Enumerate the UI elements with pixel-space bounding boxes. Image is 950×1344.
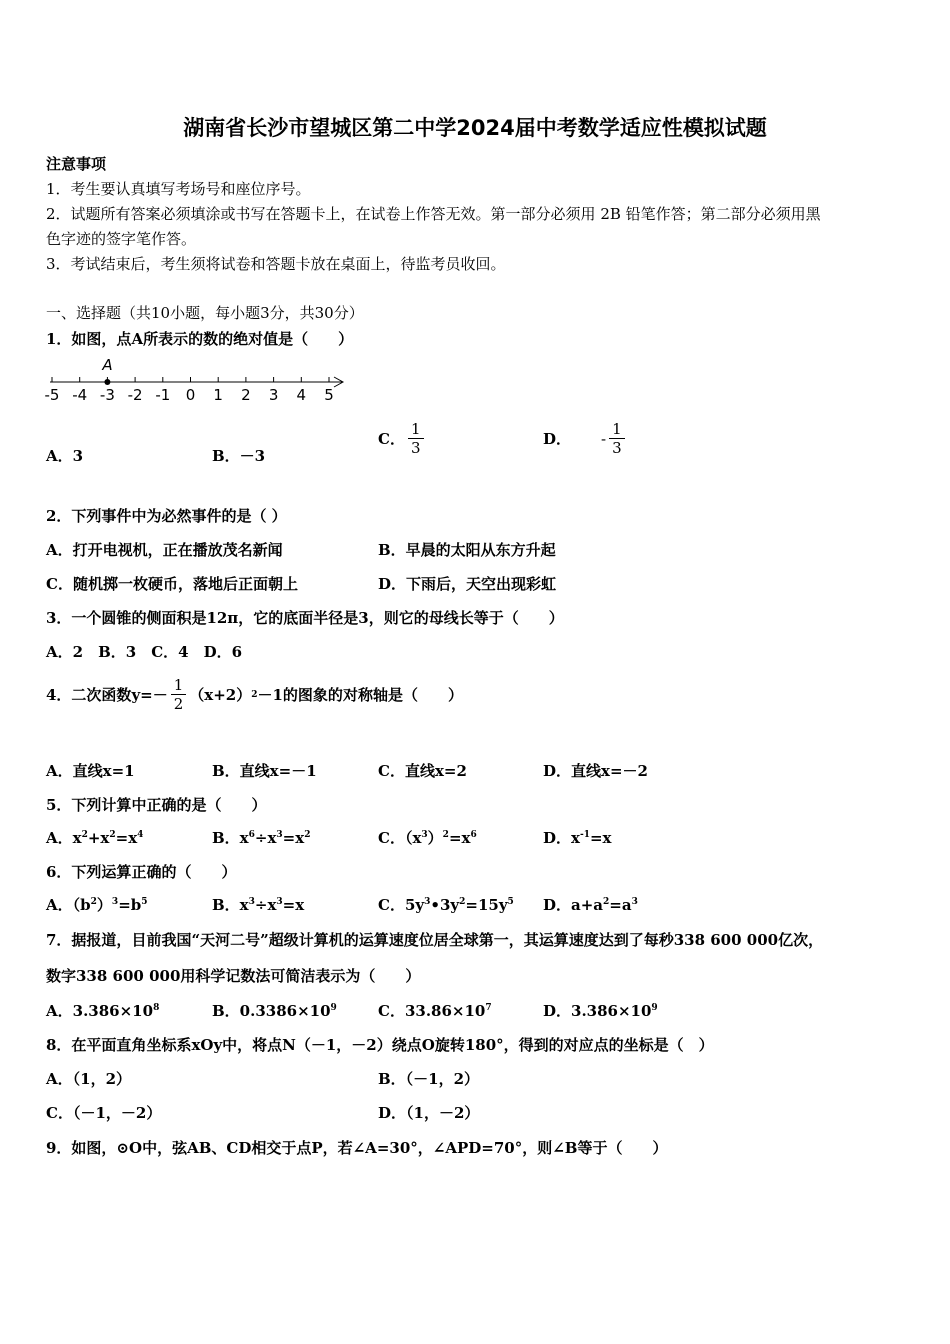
q2-option-b[interactable]: B．早晨的太阳从东方升起 bbox=[378, 541, 556, 559]
q4-stem-mid: （x+2） bbox=[189, 686, 252, 704]
q1-option-d-label: D． bbox=[543, 430, 572, 448]
q2-stem: 2．下列事件中为必然事件的是（ ） bbox=[46, 507, 287, 525]
fraction-one-third bbox=[609, 420, 625, 457]
point-a-label: A bbox=[102, 356, 113, 374]
number-line-tick-label: -2 bbox=[127, 386, 143, 404]
notice-item-2: 2．试题所有答案必须填涂或书写在答题卡上，在试卷上作答无效。第一部分必须用 2B 铅笔作答；第二部分必须用黑 bbox=[46, 205, 821, 223]
q8-option-d[interactable]: D．（1，－2） bbox=[378, 1104, 480, 1122]
q7-option-d[interactable]: D．$3.386\times 10^9$ bbox=[543, 1002, 658, 1020]
q7-option-a[interactable]: A．$3.386\times 10^8$ bbox=[46, 1002, 160, 1020]
q7-option-b[interactable]: B．$0.3386\times 10^9$ bbox=[212, 1002, 337, 1020]
q1-option-c-label: C． bbox=[378, 430, 405, 448]
q4-option-c[interactable]: C．直线x=2 bbox=[378, 762, 467, 780]
point-a-marker bbox=[104, 379, 110, 385]
number-line-tick-label: -5 bbox=[44, 386, 60, 404]
q2-option-d[interactable]: D．下雨后，天空出现彩虹 bbox=[378, 575, 557, 593]
q2-option-a[interactable]: A．打开电视机，正在播放茂名新闻 bbox=[46, 541, 283, 559]
frac-denominator: 2 bbox=[171, 694, 187, 713]
q4-exponent: 2 bbox=[251, 689, 258, 700]
number-line-tick-label: -4 bbox=[72, 386, 88, 404]
exam-title: 湖南省长沙市望城区第二中学2024届中考数学适应性模拟试题 bbox=[183, 116, 767, 140]
number-line-figure bbox=[44, 356, 354, 406]
frac-numerator: 1 bbox=[410, 420, 421, 438]
q7-stem-line1: 7．据报道，目前我国“天河二号”超级计算机的运算速度位居全球第一，其运算速度达到了每秒338 600 000亿次， bbox=[46, 931, 824, 949]
minus-sign: - bbox=[601, 429, 607, 448]
number-line-tick-label: 4 bbox=[296, 386, 307, 404]
q1-option-d[interactable] bbox=[543, 420, 628, 457]
number-line-tick-label: 0 bbox=[185, 386, 196, 404]
q5-option-a[interactable]: A．$x^2+x^2=x^4$ bbox=[46, 829, 144, 847]
frac-numerator: 1 bbox=[612, 420, 622, 438]
notice-item-1: 1．考生要认真填写考场号和座位序号。 bbox=[46, 180, 311, 198]
number-line-tick-label: -3 bbox=[99, 386, 115, 404]
number-line-tick-label: 1 bbox=[213, 386, 223, 404]
frac-numerator: 1 bbox=[173, 676, 184, 694]
q6-option-b[interactable]: B．$x^3\div x^3=x$ bbox=[212, 896, 305, 914]
q5-option-b[interactable]: B．$x^6\div x^3=x^2$ bbox=[212, 829, 311, 847]
notice-item-3: 3．考试结束后，考生须将试卷和答题卡放在桌面上，待监考员收回。 bbox=[46, 255, 506, 273]
number-line-tick-label: 2 bbox=[241, 386, 251, 404]
q4-option-b[interactable]: B．直线x=－1 bbox=[212, 762, 317, 780]
q7-option-c[interactable]: C．$33.86\times 10^7$ bbox=[378, 1002, 492, 1020]
q6-stem: 6．下列运算正确的（ ） bbox=[46, 863, 237, 881]
q8-stem: 8．在平面直角坐标系xOy中，将点N（－1，－2）绕点O旋转180°，得到的对应点的坐标是（ ） bbox=[46, 1036, 714, 1054]
q6-option-d[interactable]: D．$a+a^2=a^3$ bbox=[543, 896, 638, 914]
q4-stem-prefix: 4．二次函数y=－ bbox=[46, 686, 168, 704]
number-line-tick-label: -1 bbox=[155, 386, 171, 404]
q8-option-b[interactable]: B．（－1，2） bbox=[378, 1070, 480, 1088]
q3-options[interactable]: A．2 B．3 C．4 D．6 bbox=[46, 643, 243, 661]
q4-stem-suffix: －1的图象的对称轴是（ ） bbox=[257, 686, 463, 704]
q5-stem: 5．下列计算中正确的是（ ） bbox=[46, 796, 267, 814]
q3-stem: 3．一个圆锥的侧面积是12π，它的底面半径是3，则它的母线长等于（ ） bbox=[46, 609, 564, 627]
fraction-one-third bbox=[408, 420, 424, 457]
fraction-one-half bbox=[171, 676, 187, 713]
notice-heading: 注意事项 bbox=[46, 155, 107, 173]
q5-option-c[interactable]: C．$(x^3)^2=x^6$ bbox=[378, 829, 477, 847]
number-line-tick-label: 5 bbox=[324, 386, 334, 404]
q2-option-c[interactable]: C．随机掷一枚硬币，落地后正面朝上 bbox=[46, 575, 298, 593]
frac-denominator: 3 bbox=[609, 438, 625, 457]
q4-stem bbox=[46, 676, 463, 713]
q7-stem-line2: 数字338 600 000用科学记数法可简洁表示为（ ） bbox=[46, 967, 421, 985]
q9-stem: 9．如图，⊙O中，弦AB、CD相交于点P，若∠A=30°，∠APD=70°，则∠B等于（ ） bbox=[46, 1139, 668, 1157]
section-heading: 一、选择题（共10小题，每小题3分，共30分） bbox=[46, 304, 364, 322]
notice-item-2-cont: 色字迹的签字笔作答。 bbox=[46, 230, 197, 248]
q8-option-c[interactable]: C．（－1，－2） bbox=[46, 1104, 162, 1122]
q6-option-c[interactable]: C．$5y^3•3y^2=15y^5$ bbox=[378, 896, 514, 914]
q4-option-a[interactable]: A．直线x=1 bbox=[46, 762, 135, 780]
number-line-tick-label: 3 bbox=[268, 386, 279, 404]
q8-option-a[interactable]: A．（1，2） bbox=[46, 1070, 132, 1088]
q1-option-a[interactable]: A．3 bbox=[46, 447, 84, 465]
q1-stem: 1．如图，点A所表示的数的绝对值是（ ） bbox=[46, 330, 354, 348]
q4-option-d[interactable]: D．直线x=－2 bbox=[543, 762, 648, 780]
q1-option-c[interactable] bbox=[378, 420, 427, 457]
q1-option-b[interactable]: B．－3 bbox=[212, 447, 266, 465]
q6-option-a[interactable]: A．$(b^2)^3=b^5$ bbox=[46, 896, 148, 914]
q5-option-d[interactable]: D．$x^{-1}=x$ bbox=[543, 829, 612, 847]
frac-denominator: 3 bbox=[408, 438, 424, 457]
